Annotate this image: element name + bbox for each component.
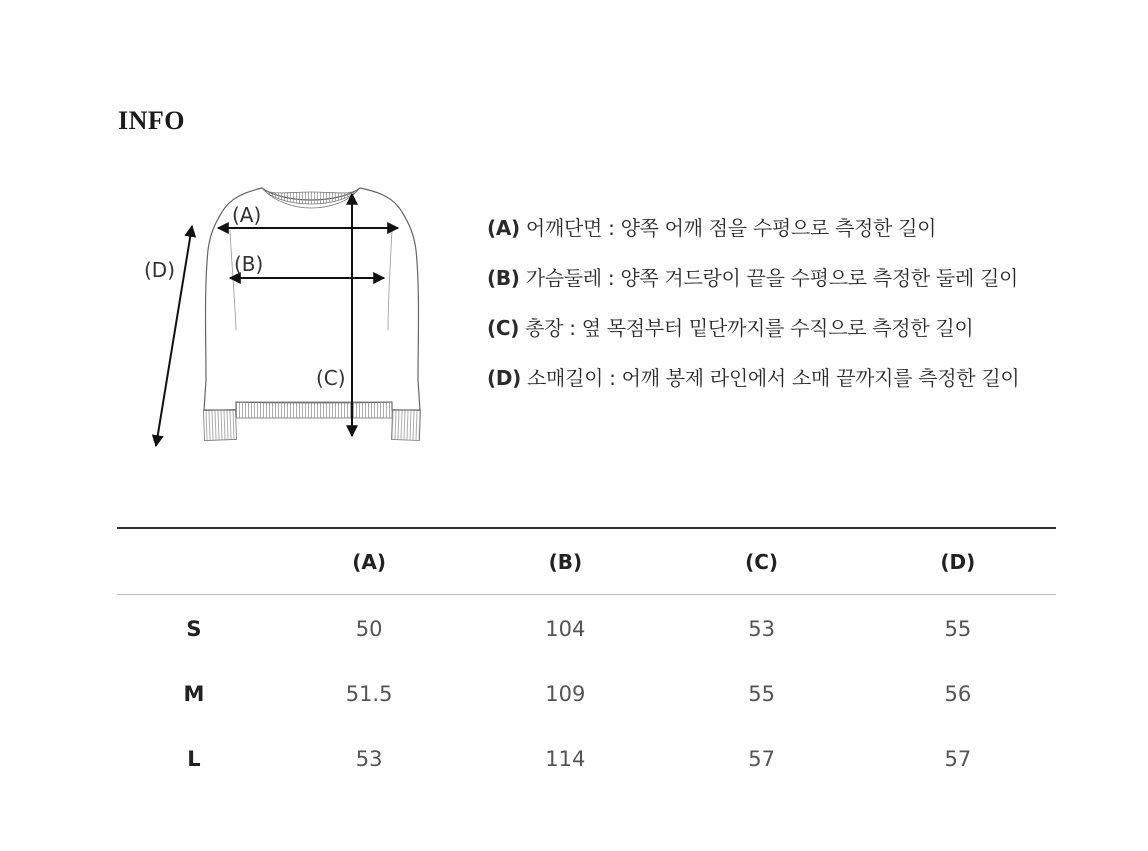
label-b: (B) [234, 252, 264, 276]
label-d: (D) [144, 258, 176, 282]
definition-d [487, 362, 1019, 412]
definition-key: (A) [487, 216, 520, 240]
table-cell: 50 [355, 616, 383, 641]
table-row [117, 595, 1056, 662]
size-table [117, 527, 1056, 791]
table-cell: 56 [944, 681, 972, 706]
definition-key: (C) [487, 316, 520, 340]
table-cell: 57 [944, 746, 972, 771]
label-c: (C) [316, 366, 346, 390]
table-cell: 51.5 [345, 681, 393, 706]
table-row [117, 726, 1056, 791]
table-cell: 53 [748, 616, 775, 641]
table-cell: 109 [545, 681, 586, 706]
measurement-definitions [487, 212, 1019, 412]
size-label: M [183, 681, 205, 706]
page-title: INFO [118, 106, 185, 135]
size-label: S [186, 616, 202, 641]
header-d: (D) [860, 528, 1056, 595]
table-cell: 55 [944, 616, 972, 641]
sweater-diagram [130, 170, 450, 460]
definition-key: (D) [487, 366, 521, 390]
table-cell: 114 [545, 746, 586, 771]
definition-key: (B) [487, 266, 520, 290]
table-header-row [117, 528, 1056, 595]
table-cell: 53 [355, 746, 383, 771]
table-cell: 55 [748, 681, 775, 706]
definition-a [487, 212, 1019, 262]
table-row [117, 661, 1056, 726]
header-a: (A) [271, 528, 467, 595]
definition-text: 소매길이 : 어깨 봉제 라인에서 소매 끝까지를 측정한 길이 [520, 366, 1020, 390]
table-cell: 57 [748, 746, 775, 771]
header-c: (C) [663, 528, 859, 595]
definition-c [487, 312, 1019, 362]
definition-b [487, 262, 1019, 312]
table-cell: 104 [545, 616, 586, 641]
size-label: L [187, 746, 201, 771]
definition-text: 총장 : 옆 목점부터 밑단까지를 수직으로 측정한 길이 [519, 316, 974, 340]
header-b: (B) [467, 528, 663, 595]
label-a: (A) [232, 203, 262, 227]
definition-text: 어깨단면 : 양쪽 어깨 점을 수평으로 측정한 길이 [519, 216, 937, 240]
header-size [117, 528, 271, 595]
definition-text: 가슴둘레 : 양쪽 겨드랑이 끝을 수평으로 측정한 둘레 길이 [519, 266, 1019, 290]
